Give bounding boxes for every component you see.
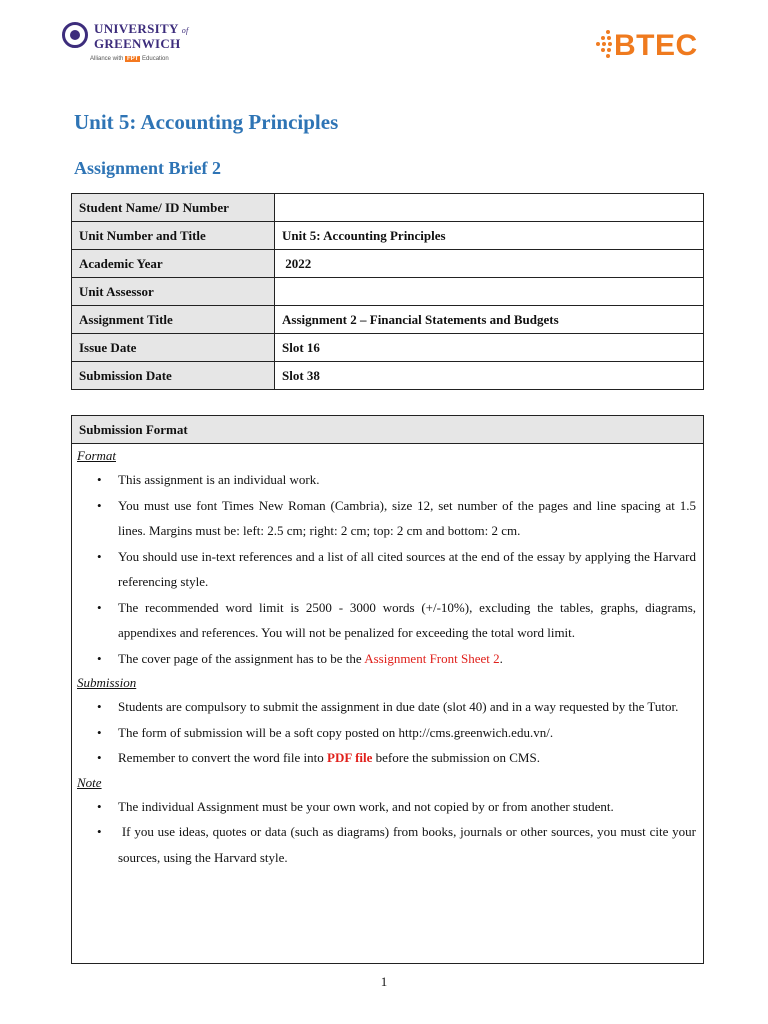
row-value: Slot 16: [275, 334, 704, 362]
row-value: 2022: [275, 250, 704, 278]
row-value: [275, 278, 704, 306]
alliance-prefix: Alliance with: [90, 56, 124, 62]
submission-format-heading: Submission Format: [72, 416, 703, 444]
note-list: [77, 794, 700, 871]
list-item: • The recommended word limit is 2500 - 3000 words (+/-10%), excluding the tables, graphs, diagrams, appendixes and references. You will not be penalized for exceeding the total word limit.: [77, 595, 696, 646]
submission-list: [77, 694, 696, 771]
page-subtitle: Assignment Brief 2: [74, 158, 221, 178]
table-row: [72, 306, 704, 334]
row-value: Slot 38: [275, 362, 704, 390]
submission-format-body: [72, 445, 703, 870]
row-value: Assignment 2 – Financial Statements and Budgets: [275, 306, 704, 334]
table-row: [72, 222, 704, 250]
row-label: Student Name/ ID Number: [72, 194, 275, 222]
row-label: Academic Year: [72, 250, 275, 278]
university-name-line2: GREENWICH: [94, 36, 181, 51]
list-item: • If you use ideas, quotes or data (such as diagrams) from books, journals or other sources, you must cite your sources, using the Harvard style.: [77, 819, 696, 870]
page-number: 1: [380, 974, 388, 989]
list-item: • Students are compulsory to submit the assignment in due date (slot 40) and in a way requested by the Tutor.: [77, 694, 696, 720]
table-row: [72, 194, 704, 222]
university-of-greenwich-logo: [60, 20, 220, 68]
pdf-reminder-text: Remember to convert the word file into: [118, 750, 328, 765]
university-name: [94, 22, 189, 50]
submission-section-title: Submission: [77, 675, 137, 690]
row-label: Unit Number and Title: [72, 222, 275, 250]
greenwich-crest-icon: [62, 22, 88, 48]
university-name-of: of: [181, 26, 189, 35]
page-header: [0, 0, 768, 80]
fpt-badge: FPT: [127, 56, 139, 62]
list-item: • The form of submission will be a soft copy posted on http://cms.greenwich.edu.vn/.: [77, 720, 696, 746]
row-label: Assignment Title: [72, 306, 275, 334]
list-item: • You must use font Times New Roman (Cambria), size 12, set number of the pages and line spacing at 1.5 lines. Margins must be: left: 2.5 cm; right: 2 cm; top: 2 cm and bottom: 2 cm.: [77, 493, 696, 544]
btec-wordmark: BTEC: [614, 29, 698, 62]
row-label: Unit Assessor: [72, 278, 275, 306]
table-row: [72, 334, 704, 362]
row-value: Unit 5: Accounting Principles: [275, 222, 704, 250]
btec-dots-icon: [596, 30, 616, 60]
list-item: • This assignment is an individual work.: [77, 467, 696, 493]
row-value: [275, 194, 704, 222]
list-item: • The individual Assignment must be your own work, and not copied by or from another student.: [77, 794, 696, 820]
list-item: [77, 646, 696, 672]
assignment-info-table: [71, 193, 704, 390]
alliance-suffix: Education: [142, 56, 169, 62]
list-item: • You should use in-text references and a list of all cited sources at the end of the essay by applying the Harvard referencing style.: [77, 544, 696, 595]
format-list: [77, 467, 696, 671]
pdf-reminder-suffix: before the submission on CMS.: [372, 750, 540, 765]
alliance-tagline: [90, 56, 169, 62]
front-sheet-link[interactable]: Assignment Front Sheet 2: [364, 650, 500, 666]
cover-page-suffix: .: [499, 650, 503, 666]
page-title: Unit 5: Accounting Principles: [74, 110, 339, 134]
row-label: Submission Date: [72, 362, 275, 390]
table-row: [72, 362, 704, 390]
row-label: Issue Date: [72, 334, 275, 362]
note-section-title: Note: [77, 774, 102, 790]
pdf-file-highlight: PDF file: [327, 750, 373, 765]
university-name-line1: UNIVERSITY: [94, 21, 179, 36]
cover-page-text: The cover page of the assignment has to be the: [118, 650, 365, 666]
table-row: [72, 250, 704, 278]
list-item: [77, 745, 696, 771]
btec-logo: [596, 28, 708, 64]
submission-format-box: [71, 415, 704, 964]
table-row: [72, 278, 704, 306]
format-section-title: Format: [77, 448, 116, 463]
